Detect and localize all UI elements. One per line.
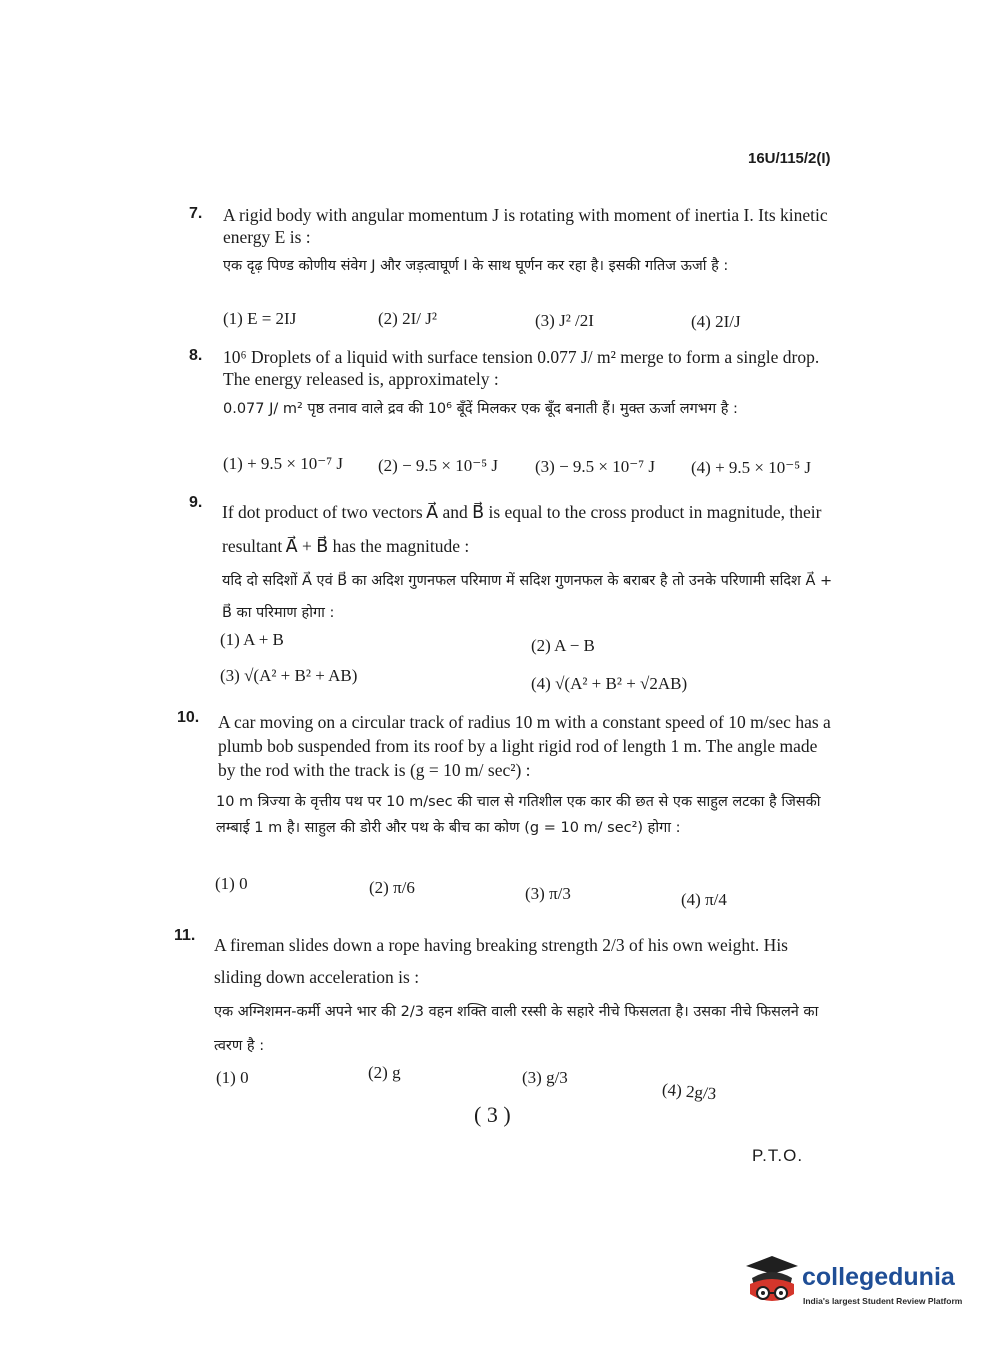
question-english: A car moving on a circular track of radius 10 m with a constant speed of 10 m/sec has a plumb bob suspended from its roof by a light rigid rod of length 1 m. The angle made by the rod with the track is (g = 10 m/ sec²) : bbox=[218, 712, 831, 780]
option-3: (3) − 9.5 × 10⁻⁷ J bbox=[535, 457, 656, 476]
brand-name: collegedunia bbox=[802, 1263, 955, 1291]
pto-label: P.T.O. bbox=[752, 1146, 804, 1165]
option-2: (2) 2I/ J² bbox=[378, 309, 437, 328]
option-1: (1) 0 bbox=[215, 874, 248, 893]
question-hindi: एक दृढ़ पिण्ड कोणीय संवेग J और जड़त्वाघूर्ण I के साथ घूर्णन कर रहा है। इसकी गतिज ऊर्जा है : bbox=[223, 258, 729, 274]
page-number: ( 3 ) bbox=[474, 1102, 511, 1127]
question-hindi: एक अग्निशमन-कर्मी अपने भार की 2/3 वहन शक्ति वाली रस्सी के सहारे नीचे फिसलता है। उसका नीचे फिसलने का त्वरण है : bbox=[214, 1004, 819, 1054]
option-4: (4) π/4 bbox=[681, 890, 727, 909]
option-1: (1) A + B bbox=[220, 630, 284, 649]
option-2: (2) A − B bbox=[531, 636, 595, 655]
brand-tagline: India's largest Student Review Platform bbox=[803, 1296, 963, 1306]
question-hindi: 0.077 J/ m² पृष्ठ तनाव वाले द्रव की 10⁶ बूँदें मिलकर एक बूँद बनाती हैं। मुक्त ऊर्जा लगभग है : bbox=[223, 401, 738, 417]
collegedunia-logo bbox=[742, 1252, 972, 1312]
option-4: (4) √(A² + B² + √2AB) bbox=[531, 674, 688, 693]
option-2: (2) π/6 bbox=[369, 878, 415, 897]
option-3: (3) g/3 bbox=[522, 1068, 568, 1087]
question-hindi: 10 m त्रिज्या के वृत्तीय पथ पर 10 m/sec की चाल से गतिशील एक कार की छत से एक साहुल लटका है जिसकी लम्बाई 1 m है। साहुल की डोरी और पथ के बीच का कोण (g = 10 m/ sec²) होगा : bbox=[216, 794, 821, 836]
option-2: (2) g bbox=[368, 1063, 401, 1082]
option-3: (3) π/3 bbox=[525, 884, 571, 903]
option-1: (1) E = 2IJ bbox=[223, 309, 297, 328]
question-english: A rigid body with angular momentum J is rotating with moment of inertia I. Its kinetic energy E is : bbox=[223, 205, 828, 247]
question-number: 11. bbox=[174, 927, 196, 944]
option-3: (3) √(A² + B² + AB) bbox=[220, 666, 358, 685]
option-4: (4) 2g/3 bbox=[661, 1079, 718, 1104]
option-4: (4) + 9.5 × 10⁻⁵ J bbox=[691, 458, 812, 477]
paper-code: 16U/115/2(I) bbox=[748, 150, 831, 167]
question-english: If dot product of two vectors A⃗ and B⃗ is equal to the cross product in magnitude, their resultant A⃗ + B⃗ has the magnitude : bbox=[222, 502, 822, 556]
option-4: (4) 2I/J bbox=[691, 312, 741, 331]
question-number: 8. bbox=[189, 347, 203, 364]
question-number: 10. bbox=[177, 709, 200, 726]
option-2: (2) − 9.5 × 10⁻⁵ J bbox=[378, 456, 499, 475]
mascot-icon bbox=[742, 1252, 800, 1310]
option-1: (1) 0 bbox=[216, 1068, 249, 1087]
question-number: 9. bbox=[189, 494, 203, 511]
question-hindi: यदि दो सदिशों A⃗ एवं B⃗ का अदिश गुणनफल परिमाण में सदिश गुणनफल के बराबर है तो उनके परिणामी सदिश A⃗ + B⃗ का परिमाण होगा : bbox=[222, 573, 833, 621]
option-1: (1) + 9.5 × 10⁻⁷ J bbox=[223, 454, 344, 473]
option-3: (3) J² /2I bbox=[535, 311, 594, 330]
question-number: 7. bbox=[189, 205, 203, 222]
question-english: A fireman slides down a rope having breaking strength 2/3 of his own weight. His sliding down acceleration is : bbox=[214, 935, 788, 987]
question-english: 10⁶ Droplets of a liquid with surface tension 0.077 J/ m² merge to form a single drop. The energy released is, approximately : bbox=[223, 347, 820, 389]
